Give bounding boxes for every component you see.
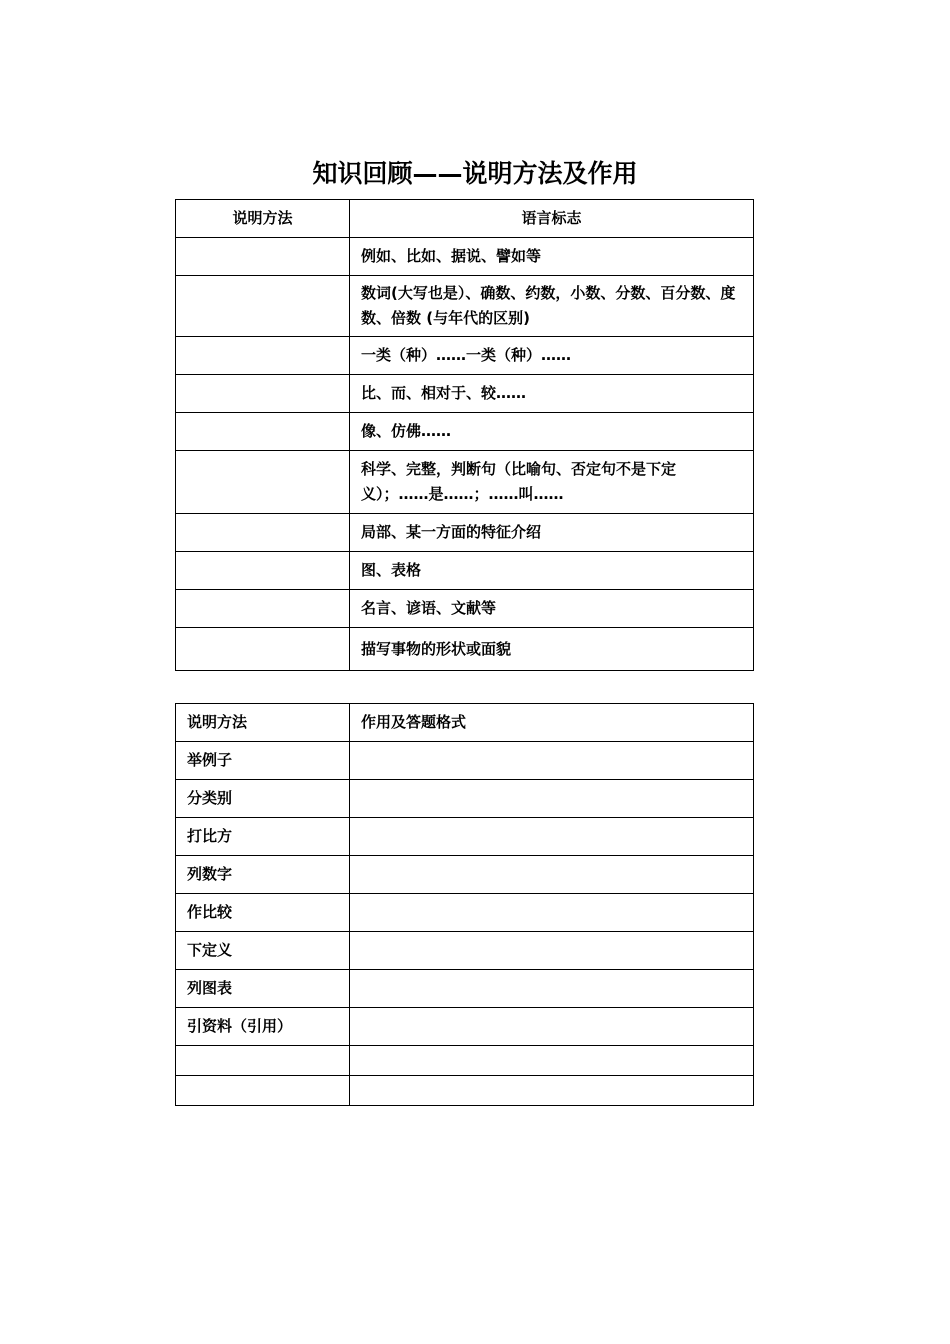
table-row <box>176 1076 754 1106</box>
marker-cell: 一类（种）……一类（种）…… <box>350 337 754 375</box>
marker-cell: 例如、比如、据说、譬如等 <box>350 238 754 276</box>
marker-cell: 科学、完整，判断句（比喻句、否定句不是下定义）；……是……；……叫…… <box>350 451 754 514</box>
method-effects-table <box>175 703 754 1106</box>
table-row <box>176 780 754 818</box>
table-header-row <box>176 200 754 238</box>
table-row <box>176 413 754 451</box>
effect-cell[interactable] <box>350 970 754 1008</box>
method-cell[interactable] <box>176 451 350 514</box>
method-cell: 列数字 <box>176 856 350 894</box>
method-cell[interactable] <box>176 238 350 276</box>
table-row <box>176 375 754 413</box>
effect-cell[interactable] <box>350 1008 754 1046</box>
effect-cell[interactable] <box>350 856 754 894</box>
table-row <box>176 1046 754 1076</box>
effect-cell[interactable] <box>350 818 754 856</box>
page-title: 知识回顾——说明方法及作用 <box>312 159 638 188</box>
table-row <box>176 238 754 276</box>
table-row <box>176 818 754 856</box>
method-cell[interactable] <box>176 590 350 628</box>
marker-cell: 比、而、相对于、较…… <box>350 375 754 413</box>
method-cell[interactable] <box>176 375 350 413</box>
column-header-marker: 语言标志 <box>350 200 754 238</box>
effect-cell[interactable] <box>350 894 754 932</box>
method-cell: 举例子 <box>176 742 350 780</box>
marker-cell: 描写事物的形状或面貌 <box>350 628 754 671</box>
language-markers-table <box>175 199 754 671</box>
column-header-method: 说明方法 <box>176 200 350 238</box>
table-row <box>176 590 754 628</box>
table-row <box>176 337 754 375</box>
marker-cell: 名言、谚语、文献等 <box>350 590 754 628</box>
method-cell[interactable] <box>176 1046 350 1076</box>
method-cell[interactable] <box>176 276 350 337</box>
effect-cell[interactable] <box>350 742 754 780</box>
effect-cell[interactable] <box>350 1076 754 1106</box>
table-row <box>176 894 754 932</box>
marker-cell: 局部、某一方面的特征介绍 <box>350 514 754 552</box>
method-cell: 打比方 <box>176 818 350 856</box>
marker-cell: 图、表格 <box>350 552 754 590</box>
effect-cell[interactable] <box>350 932 754 970</box>
method-cell[interactable] <box>176 1076 350 1106</box>
table-row <box>176 276 754 337</box>
table-row <box>176 451 754 514</box>
marker-cell: 数词(大写也是）、确数、约数，小数、分数、百分数、度数、倍数 (与年代的区别) <box>350 276 754 337</box>
effect-cell[interactable] <box>350 1046 754 1076</box>
method-cell[interactable] <box>176 628 350 671</box>
method-cell: 列图表 <box>176 970 350 1008</box>
method-cell[interactable] <box>176 413 350 451</box>
method-cell: 下定义 <box>176 932 350 970</box>
column-header-effect: 作用及答题格式 <box>350 704 754 742</box>
method-cell: 引资料（引用） <box>176 1008 350 1046</box>
column-header-method: 说明方法 <box>176 704 350 742</box>
table-header-row <box>176 704 754 742</box>
method-cell[interactable] <box>176 514 350 552</box>
table-row <box>176 514 754 552</box>
effect-cell[interactable] <box>350 780 754 818</box>
table-row <box>176 1008 754 1046</box>
method-cell[interactable] <box>176 337 350 375</box>
table-row <box>176 552 754 590</box>
table-row <box>176 856 754 894</box>
table-row <box>176 742 754 780</box>
marker-cell: 像、仿佛…… <box>350 413 754 451</box>
method-cell: 分类别 <box>176 780 350 818</box>
table-row <box>176 628 754 671</box>
table-row <box>176 932 754 970</box>
method-cell: 作比较 <box>176 894 350 932</box>
table-row <box>176 970 754 1008</box>
method-cell[interactable] <box>176 552 350 590</box>
